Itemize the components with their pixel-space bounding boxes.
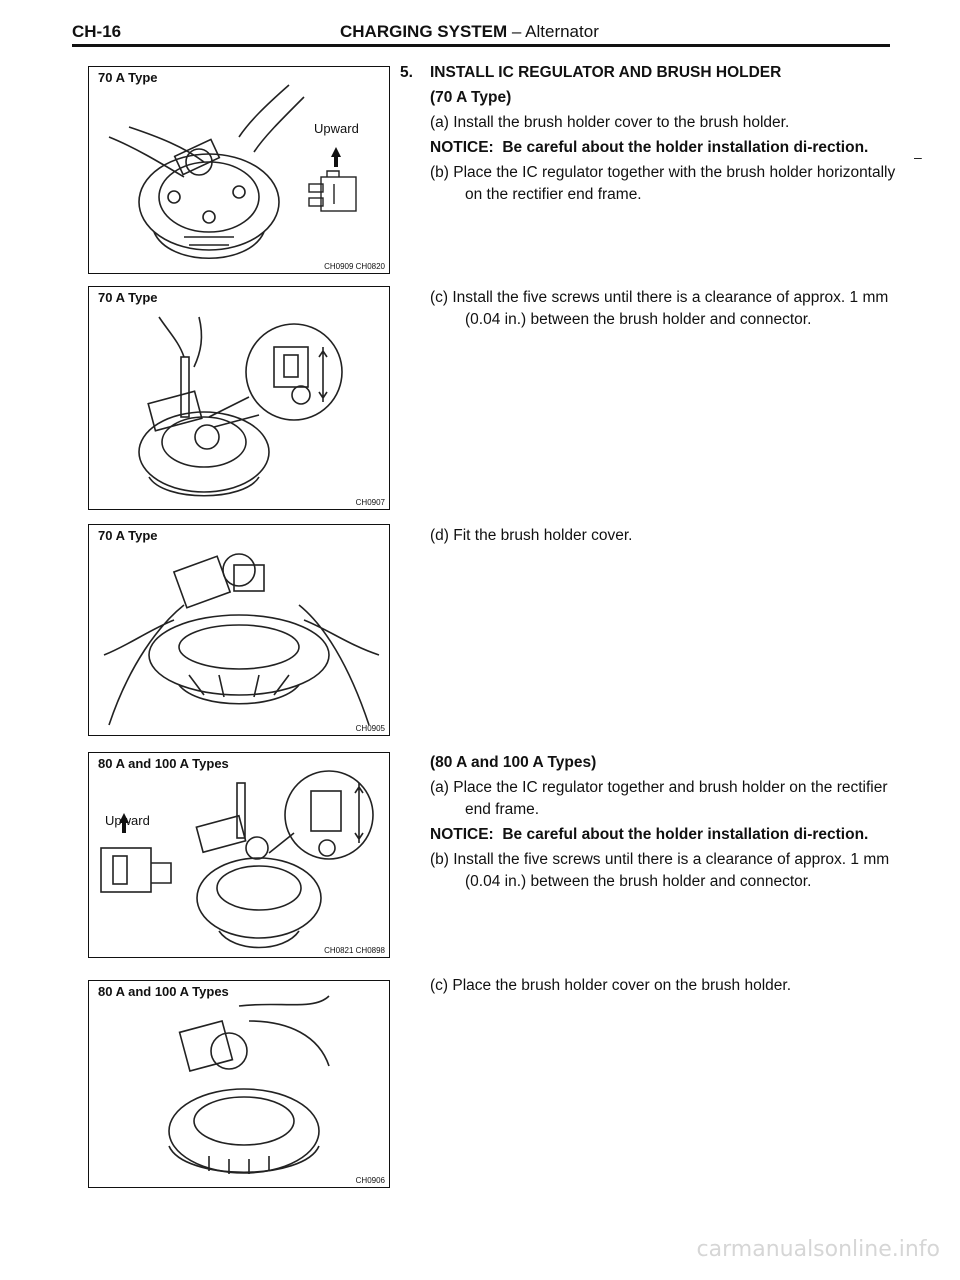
margin-mark: – xyxy=(914,149,922,165)
section-title: CHARGING SYSTEM xyxy=(340,22,508,41)
upward-label: Upward xyxy=(314,121,359,136)
figure-4 xyxy=(88,752,390,958)
figure-4-label: 80 A and 100 A Types xyxy=(95,756,232,771)
step-d-70a: (d) Fit the brush holder cover. xyxy=(430,527,633,544)
subheading-80a: (80 A and 100 A Types) xyxy=(430,754,597,771)
figure-2-label: 70 A Type xyxy=(95,290,160,305)
step-c-70a: (c) Install the five screws until there is a clearance of approx. 1 mm (0.04 in.) between the brush holder and connector. xyxy=(430,289,889,328)
watermark: carmanualsonline.info xyxy=(696,1237,940,1262)
figure-3 xyxy=(88,524,390,736)
notice-80a xyxy=(430,824,896,846)
figure-4-code: CH0821 CH0898 xyxy=(324,946,385,955)
figure-2-code: CH0907 xyxy=(355,498,385,507)
step5-heading xyxy=(400,62,896,84)
notice-80a-text: Be careful about the holder installation di-rection. xyxy=(502,826,869,843)
figure-3-label: 70 A Type xyxy=(95,528,160,543)
figure-5-code: CH0906 xyxy=(355,1176,385,1185)
figure-3-illustration xyxy=(89,525,389,735)
figure-1-illustration xyxy=(89,67,389,273)
step5-block xyxy=(400,62,896,209)
figure-4-illustration xyxy=(89,753,389,957)
section-subtitle: – Alternator xyxy=(507,22,599,41)
step5-80a-block xyxy=(430,752,896,896)
step-b-70a: (b) Place the IC regulator together with the brush holder horizontally on the rectifier end frame. xyxy=(430,164,896,203)
figure-2 xyxy=(88,286,390,510)
figure-3-code: CH0905 xyxy=(355,724,385,733)
page-title xyxy=(340,22,599,42)
notice-70a-text: Be careful about the holder installation di-rection. xyxy=(502,139,869,156)
figure-1-label: 70 A Type xyxy=(95,70,160,85)
step-d-70a-block xyxy=(430,525,896,550)
figure-2-illustration xyxy=(89,287,389,509)
notice-70a xyxy=(430,137,896,159)
subheading-70a: (70 A Type) xyxy=(430,89,512,106)
step-c-70a-block xyxy=(430,287,896,334)
step-b-80a: (b) Install the five screws until there is a clearance of approx. 1 mm (0.04 in.) between the brush holder and connector. xyxy=(430,851,890,890)
page-code: CH-16 xyxy=(72,22,122,41)
notice-80a-label: NOTICE: xyxy=(430,826,494,843)
step5-title: INSTALL IC REGULATOR AND BRUSH HOLDER xyxy=(430,64,782,81)
step-c-80a-block xyxy=(430,975,896,1000)
notice-70a-label: NOTICE: xyxy=(430,139,494,156)
figure-1-code: CH0909 CH0820 xyxy=(324,262,385,271)
header-rule xyxy=(72,44,890,47)
figure-1 xyxy=(88,66,390,274)
figure-5 xyxy=(88,980,390,1188)
upward-label-2: Upward xyxy=(105,813,150,828)
step-a-70a: (a) Install the brush holder cover to the brush holder. xyxy=(430,114,790,131)
figure-5-label: 80 A and 100 A Types xyxy=(95,984,232,999)
step-a-80a: (a) Place the IC regulator together and brush holder on the rectifier end frame. xyxy=(430,779,888,818)
figure-5-illustration xyxy=(89,981,389,1187)
step-c-80a: (c) Place the brush holder cover on the brush holder. xyxy=(430,977,792,994)
step5-number: 5. xyxy=(400,64,413,81)
